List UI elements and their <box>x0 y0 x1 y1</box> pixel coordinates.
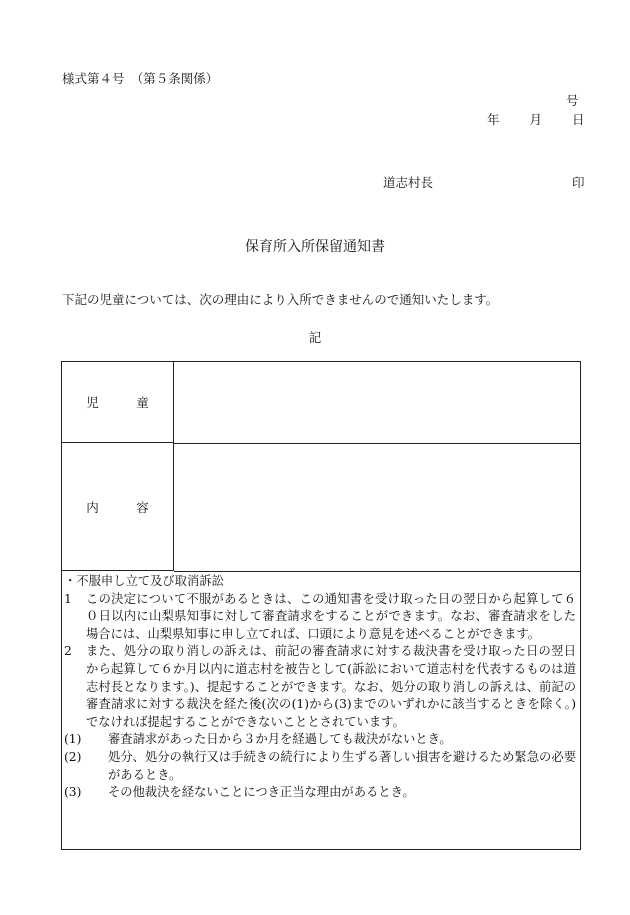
date-line <box>487 110 585 128</box>
notice-item <box>64 591 576 644</box>
notice-item-number: 2 <box>64 644 72 659</box>
notice-subitem-text: 審査請求があった日から３か月を経過しても裁決がないとき。 <box>108 732 452 747</box>
notice-subitem-text: 処分、処分の執行又は手続きの続行により生ずる著しい損害を避けるため緊急の必要があるとき。 <box>108 749 576 782</box>
main-table <box>61 361 581 850</box>
notice-subitem-text: その他裁決を経ないことにつき正当な理由があるとき。 <box>108 785 415 800</box>
notice-subitem <box>64 749 576 784</box>
notice-subitem-number: (1) <box>64 732 82 747</box>
intro-text: 下記の児童については、次の理由により入所できませんので通知いたします。 <box>62 292 499 307</box>
day-label: 日 <box>572 112 585 127</box>
notice-item-number: 1 <box>64 591 72 606</box>
year-label: 年 <box>487 112 500 127</box>
content-label-cell <box>62 443 174 571</box>
notice-heading: ・不服申し立て及び取消訴訟 <box>64 574 224 588</box>
notice-subitem <box>64 784 576 802</box>
ki-label: 記 <box>308 330 322 345</box>
notice-item <box>64 643 576 731</box>
issuer-name: 道志村長 <box>383 175 434 190</box>
month-label: 月 <box>529 112 543 127</box>
notice-item-text: また、処分の取り消しの訴えは、前記の審査請求に対する裁決書を受け取った日の翌日から起算して６か月以内に道志村を被告として(訴訟において道志村を代表するものは道志村長となります。)、提起することができます。なお、処分の取り消しの訴えは、前記の審査請求に対する裁決を経た後(次の(1)から(3)までのいずれかに該当するときを除く。)でなければ提起することができないこととされています。 <box>86 644 576 729</box>
document-title: 保育所入所保留通知書 <box>245 239 385 255</box>
appeal-notice <box>64 573 576 802</box>
notice-subitem-number: (3) <box>64 785 82 800</box>
form-number: 様式第４号 （第５条関係） <box>62 71 219 86</box>
content-value-cell <box>174 443 580 572</box>
notice-subitem <box>64 731 576 749</box>
child-label-cell <box>62 362 174 443</box>
child-value-cell <box>174 362 580 444</box>
seal-mark: 印 <box>572 175 585 190</box>
notice-item-text: この決定について不服があるときは、この通知書を受け取った日の翌日から起算して６０日以内に山梨県知事に対して審査請求をすることができます。なお、審査請求をした場合には、山梨県知事に申し立てれば、口頭により意見を述べることができます。 <box>86 591 576 641</box>
content-label: 内 容 <box>86 499 162 515</box>
notice-subitem-number: (2) <box>64 749 82 764</box>
issue-number-label: 号 <box>566 93 579 108</box>
child-label: 児 童 <box>86 395 162 410</box>
